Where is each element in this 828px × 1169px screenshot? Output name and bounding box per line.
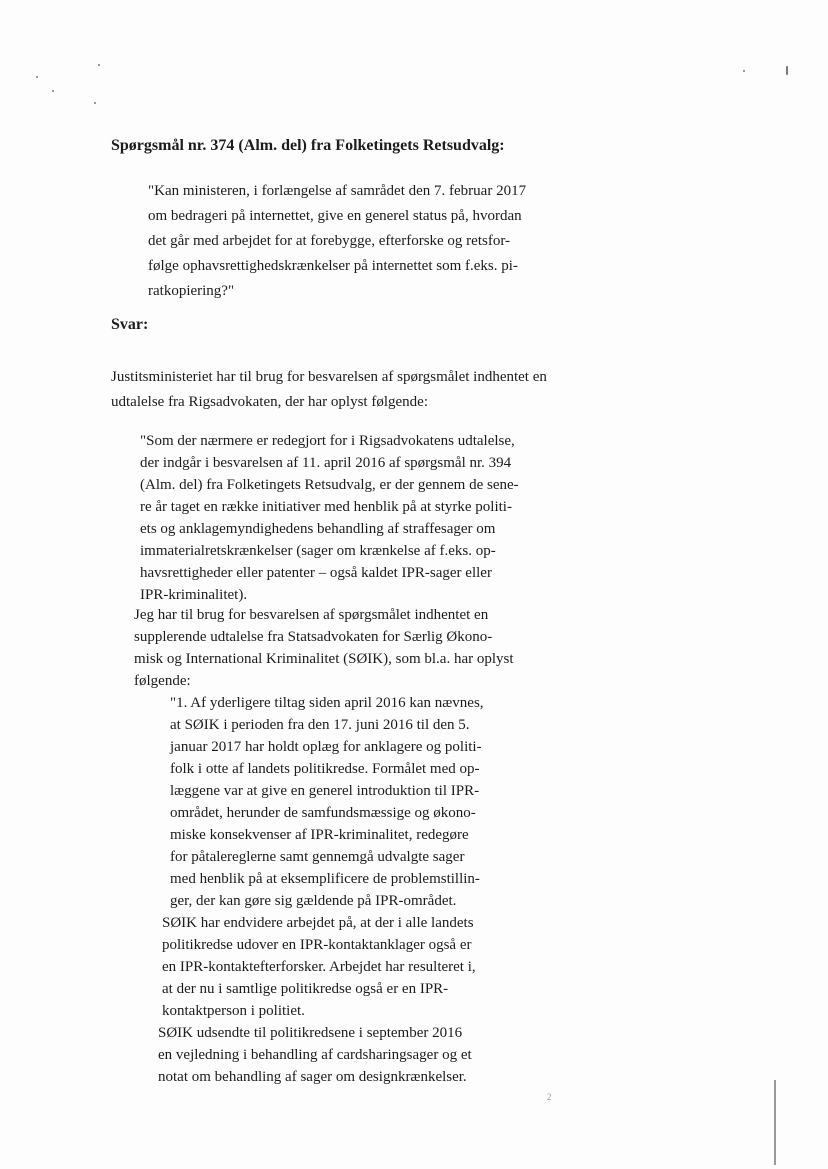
soik-line: miske konsekvenser af IPR-kriminalitet, redegøre [170, 827, 469, 843]
soik-line: "1. Af yderligere tiltag siden april 2016 kan nævnes, [170, 695, 484, 711]
soik-line: for påtalereglerne samt gennemgå udvalgte sager [170, 849, 465, 865]
soik-line: med henblik på at eksemplificere de problemstillin- [170, 871, 480, 887]
scan-speck [786, 66, 788, 75]
scan-speck [98, 64, 100, 66]
quote-line: "Som der nærmere er redegjort for i Rigsadvokatens udtalelse, [140, 433, 515, 449]
soik-line: ger, der kan gøre sig gældende på IPR-området. [170, 893, 457, 909]
question-line: følge ophavsrettighedskrænkelser på internettet som f.eks. pi- [148, 258, 518, 274]
soik-line: at der nu i samtlige politikredse også er en IPR- [162, 981, 449, 997]
soik-intro-line: supplerende udtalelse fra Statsadvokaten for Særlig Økono- [134, 629, 493, 645]
soik-line: folk i otte af landets politikredse. Formålet med op- [170, 761, 480, 777]
question-line: ratkopiering?" [148, 283, 235, 299]
soik-intro-line: misk og International Kriminalitet (SØIK), som bl.a. har oplyst [134, 651, 514, 667]
soik-line: politikredse udover en IPR-kontaktanklager også er [162, 937, 472, 953]
soik-line: notat om behandling af sager om designkrænkelser. [158, 1069, 467, 1085]
scan-speck [743, 70, 745, 72]
question-line: om bedrageri på internettet, give en generel status på, hvordan [148, 208, 522, 224]
scan-edge-line [774, 1080, 776, 1165]
soik-line: kontaktperson i politiet. [162, 1003, 305, 1019]
scan-speck [52, 90, 54, 92]
soik-line: januar 2017 har holdt oplæg for anklagere og politi- [170, 739, 482, 755]
scan-speck [36, 76, 38, 78]
answer-label: Svar: [111, 316, 149, 333]
quote-line: (Alm. del) fra Folketingets Retsudvalg, er der gennem de sene- [140, 477, 519, 493]
intro-line: udtalelse fra Rigsadvokaten, der har oplyst følgende: [111, 394, 428, 410]
soik-line: SØIK udsendte til politikredsene i september 2016 [158, 1025, 463, 1041]
quote-line: ets og anklagemyndighedens behandling af straffesager om [140, 521, 496, 537]
quote-line: havsrettigheder eller patenter – også kaldet IPR-sager eller [140, 565, 492, 581]
soik-line: SØIK har endvidere arbejdet på, at der i alle landets [162, 915, 474, 931]
quote-line: der indgår i besvarelsen af 11. april 2016 af spørgsmål nr. 394 [140, 455, 512, 471]
soik-intro-line: følgende: [134, 673, 191, 689]
soik-line: området, herunder de samfundsmæssige og økono- [170, 805, 476, 821]
soik-intro-line: Jeg har til brug for besvarelsen af spørgsmålet indhentet en [134, 607, 489, 623]
soik-line: læggene var at give en generel introduktion til IPR- [170, 783, 480, 799]
question-line: det går med arbejdet for at forebygge, efterforske og retsfor- [148, 233, 511, 249]
intro-line: Justitsministeriet har til brug for besvarelsen af spørgsmålet indhentet en [111, 369, 547, 385]
quote-line: immaterialretskrænkelser (sager om krænkelse af f.eks. op- [140, 543, 496, 559]
soik-line: at SØIK i perioden fra den 17. juni 2016 til den 5. [170, 717, 470, 733]
page-number: 2 [547, 1092, 552, 1102]
quote-line: IPR-kriminalitet). [140, 587, 248, 603]
question-line: "Kan ministeren, i forlængelse af samrådet den 7. februar 2017 [148, 183, 527, 199]
soik-line: en IPR-kontaktefterforsker. Arbejdet har resulteret i, [162, 959, 476, 975]
quote-line: re år taget en række initiativer med henblik på at styrke politi- [140, 499, 512, 515]
scan-speck [94, 102, 96, 104]
soik-line: en vejledning i behandling af cardsharingsager og et [158, 1047, 472, 1063]
question-heading: Spørgsmål nr. 374 (Alm. del) fra Folketingets Retsudvalg: [111, 137, 505, 154]
